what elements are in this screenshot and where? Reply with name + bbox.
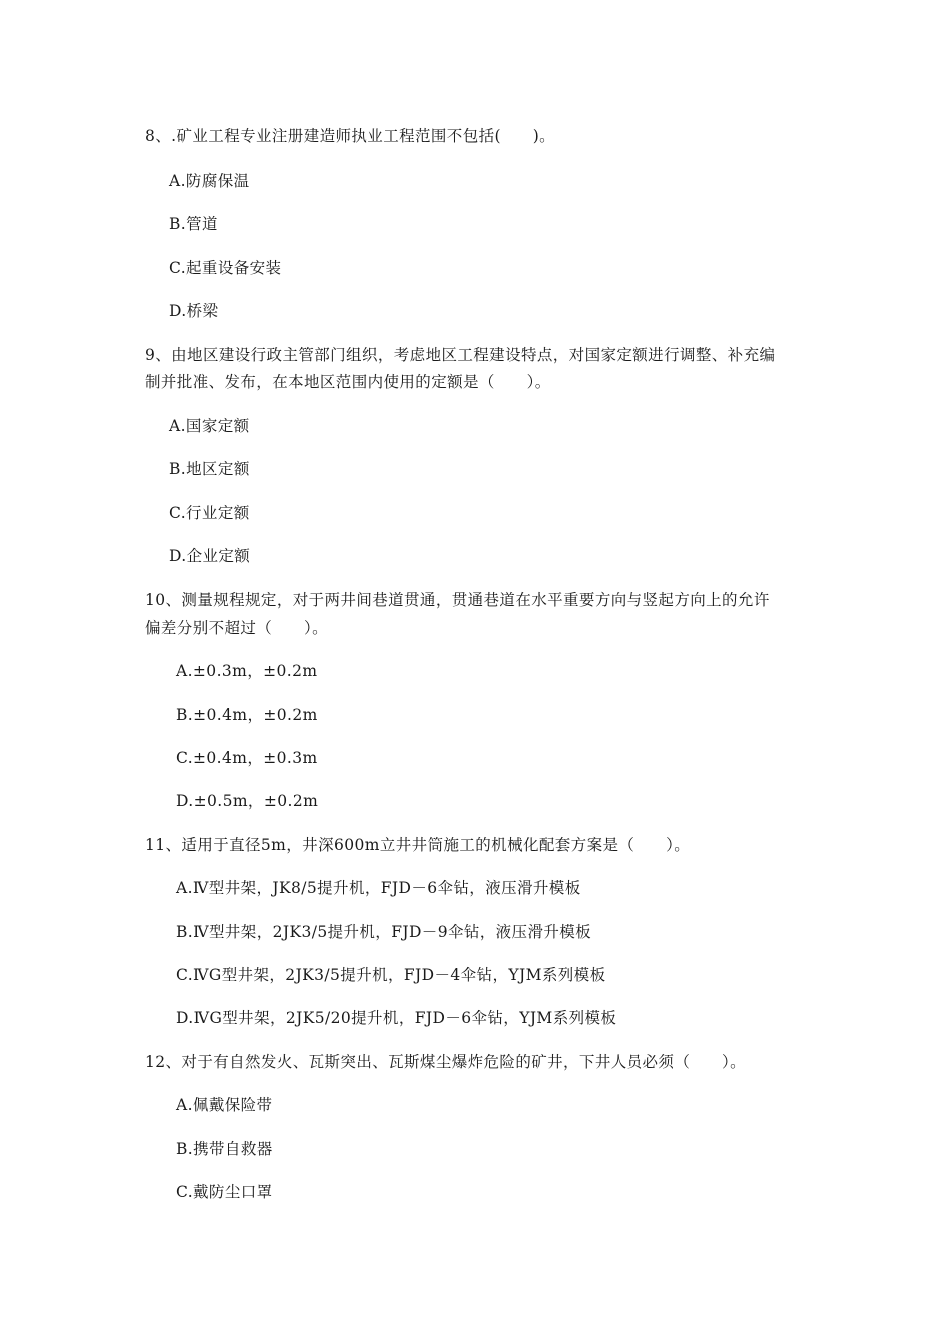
- question-8-option-c: C.起重设备安装: [169, 259, 282, 277]
- question-12-option-a: A.佩戴保险带: [176, 1096, 273, 1114]
- question-12-stem: 12、对于有自然发火、瓦斯突出、瓦斯煤尘爆炸危险的矿井，下井人员必须（ ）。: [145, 1053, 747, 1071]
- question-10-option-b: B.±0.4m，±0.2m: [176, 706, 318, 724]
- question-9-stem-line-1: 9、由地区建设行政主管部门组织，考虑地区工程建设特点，对国家定额进行调整、补充编: [145, 346, 776, 364]
- question-9-option-a: A.国家定额: [169, 417, 250, 435]
- question-8-option-b: B.管道: [169, 215, 218, 233]
- question-9-option-d: D.企业定额: [169, 547, 251, 565]
- question-11-option-d: D.ⅣG型井架，2JK5/20提升机，FJD－6伞钻，YJM系列模板: [176, 1009, 617, 1027]
- question-11-stem: 11、适用于直径5m，井深600m立井井筒施工的机械化配套方案是（ ）。: [145, 836, 691, 854]
- question-10-option-a: A.±0.3m，±0.2m: [176, 662, 318, 680]
- question-12-option-b: B.携带自救器: [176, 1140, 273, 1158]
- question-11-option-a: A.Ⅳ型井架，JK8/5提升机，FJD－6伞钻，液压滑升模板: [176, 879, 581, 897]
- question-8-option-d: D.桥梁: [169, 302, 219, 320]
- question-11-option-c: C.ⅣG型井架，2JK3/5提升机，FJD－4伞钻，YJM系列模板: [176, 966, 606, 984]
- question-10-option-d: D.±0.5m，±0.2m: [176, 792, 319, 810]
- question-10-stem-line-2: 偏差分别不超过（ ）。: [145, 619, 329, 637]
- question-9-option-b: B.地区定额: [169, 460, 250, 478]
- question-10-option-c: C.±0.4m，±0.3m: [176, 749, 318, 767]
- question-10-stem-line-1: 10、测量规程规定，对于两井间巷道贯通，贯通巷道在水平重要方向与竖起方向上的允许: [145, 591, 770, 609]
- question-9-stem-line-2: 制并批准、发布，在本地区范围内使用的定额是（ ）。: [145, 373, 551, 391]
- question-11-option-b: B.Ⅳ型井架，2JK3/5提升机，FJD－9伞钻，液压滑升模板: [176, 923, 592, 941]
- question-8-option-a: A.防腐保温: [169, 172, 250, 190]
- question-12-option-c: C.戴防尘口罩: [176, 1183, 273, 1201]
- question-9-option-c: C.行业定额: [169, 504, 250, 522]
- question-8-stem: 8、.矿业工程专业注册建造师执业工程范围不包括( )。: [145, 127, 556, 145]
